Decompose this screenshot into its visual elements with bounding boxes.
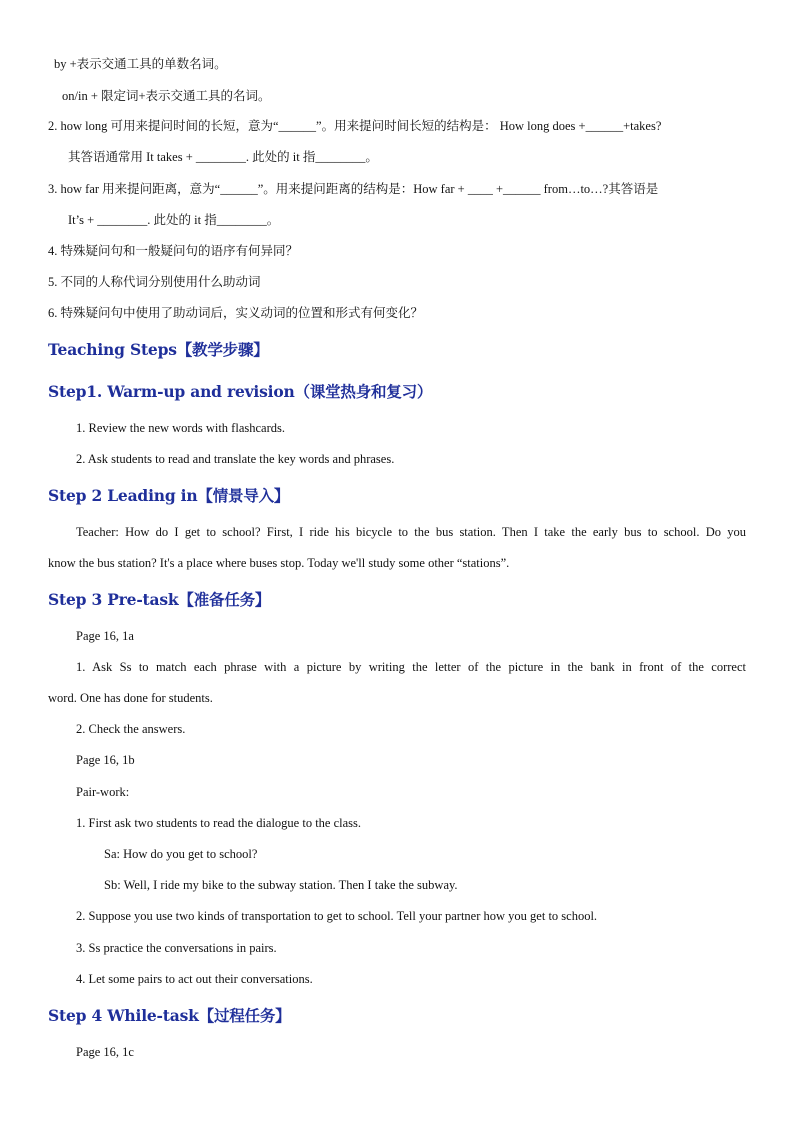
step3-page-1b: Page 16, 1b — [76, 753, 135, 767]
text-line-its: It’s + ________. 此处的 it 指________。 — [68, 213, 280, 227]
step3-pairwork-item-2: 2. Suppose you use two kinds of transportation to get to school. Tell your partner how you get to school. — [76, 909, 598, 923]
heading-teaching-steps: Teaching Steps【教学步骤】 — [48, 340, 269, 359]
step3-pairwork-item-3: 3. Ss practice the conversations in pairs. — [76, 941, 277, 955]
text-line-how-long: 2. how long 可用来提问时间的长短，意为“______”。用来提问时间长短的结构是： How long does +______+takes? — [48, 119, 662, 133]
step1-item-1: 1. Review the new words with flashcards. — [76, 421, 285, 435]
dialogue-line-sb: Sb: Well, I ride my bike to the subway station. Then I take the subway. — [104, 878, 458, 892]
step3-page-1a: Page 16, 1a — [76, 629, 134, 643]
step3-pairwork-item-1: 1. First ask two students to read the dialogue to the class. — [76, 816, 362, 830]
step3-pairwork-item-4: 4. Let some pairs to act out their conversations. — [76, 972, 313, 986]
text-line-by-transport: by +表示交通工具的单数名词。 — [54, 57, 227, 71]
step3-item-2: 2. Check the answers. — [76, 722, 186, 736]
text-line-it-takes: 其答语通常用 It takes + ________. 此处的 it 指________。 — [68, 150, 378, 164]
text-line-question-6: 6. 特殊疑问句中使用了助动词后，实义动词的位置和形式有何变化？ — [48, 306, 424, 320]
text-line-question-4: 4. 特殊疑问句和一般疑问句的语序有何异同？ — [48, 244, 299, 258]
heading-step1: Step1. Warm-up and revision（课堂热身和复习） — [48, 382, 433, 401]
text-line-question-5: 5. 不同的人称代词分别使用什么助动词 — [48, 275, 261, 289]
text-line-on-in-transport: on/in + 限定词+表示交通工具的名词。 — [62, 89, 271, 103]
heading-step2: Step 2 Leading in【情景导入】 — [48, 486, 290, 505]
step3-pairwork-label: Pair-work: — [76, 785, 130, 799]
step4-page-1c: Page 16, 1c — [76, 1045, 134, 1059]
step2-paragraph-line-1: Teacher: How do I get to school? First, I ride his bicycle to the bus station. Then I take the early bus to school. Do you — [76, 525, 746, 539]
step1-item-2: 2. Ask students to read and translate the key words and phrases. — [76, 452, 395, 466]
step2-paragraph-line-2: know the bus station? It's a place where buses stop. Today we'll study some other “stations”. — [48, 556, 510, 570]
step3-item-1-line-2: word. One has done for students. — [48, 691, 213, 705]
dialogue-line-sa: Sa: How do you get to school? — [104, 847, 258, 861]
text-line-how-far: 3. how far 用来提问距离，意为“______”。用来提问距离的结构是：How far + ____ +______ from…to…?其答语是 — [48, 182, 659, 196]
heading-step4: Step 4 While-task【过程任务】 — [48, 1006, 291, 1025]
step3-item-1-line-1: 1. Ask Ss to match each phrase with a picture by writing the letter of the picture in the bank in front of the correct — [76, 660, 746, 674]
heading-step3: Step 3 Pre-task【准备任务】 — [48, 590, 271, 609]
